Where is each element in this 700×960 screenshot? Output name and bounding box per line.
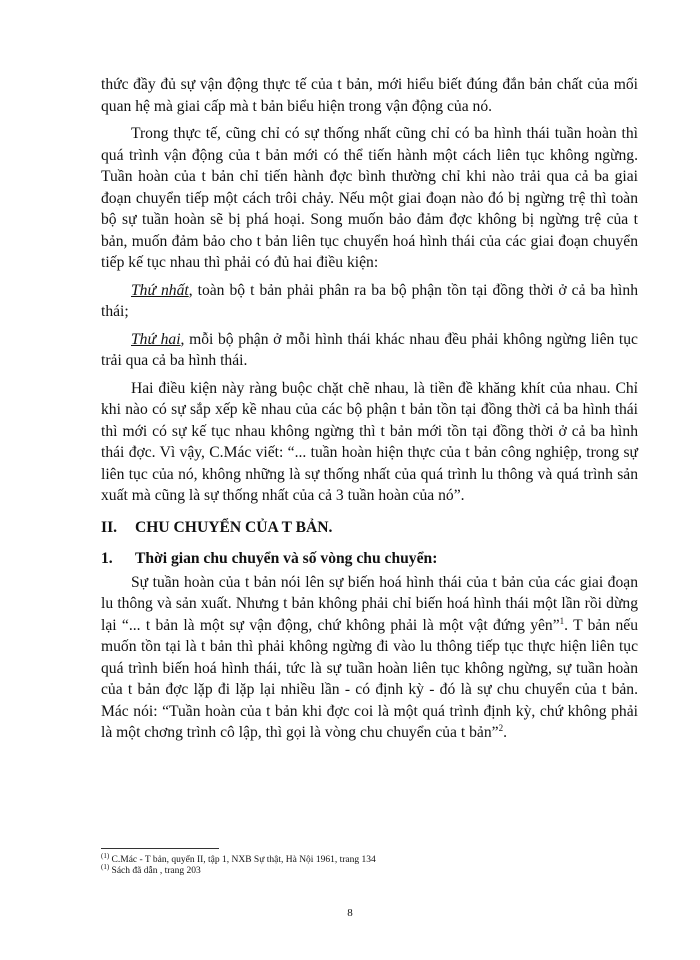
paragraph-1: thức đầy đủ sự vận động thực tế của t bản, mới hiểu biết đúng đắn bản chất của mối quan hệ mà giai cấp mà t bản biểu hiện trong vận động của nó. xyxy=(101,76,638,115)
footnote-1-text: C.Mác - T bản, quyển II, tập 1, NXB Sự thật, Hà Nội 1961, trang 134 xyxy=(109,855,376,865)
paragraph-6-part-c: . xyxy=(503,724,507,741)
section-title: CHU CHUYỂN CỦA T BẢN. xyxy=(135,518,333,536)
section-heading-ii xyxy=(101,517,638,539)
footnote-ref-1: 1 xyxy=(559,615,565,626)
section-number: II. xyxy=(101,518,118,536)
subsection-title: Thời gian chu chuyển và số vòng chu chuyển: xyxy=(135,550,438,567)
footnotes xyxy=(101,848,638,877)
paragraph-first-condition xyxy=(101,280,638,323)
page-number: 8 xyxy=(347,907,353,919)
paragraph-second-condition xyxy=(101,329,638,372)
paragraph-6-part-a: Sự tuần hoàn của t bản nói lên sự biến hoá hình thái của t bản của các giai đoạn lu thông và sản xuất. Nhưng t bản không phải chỉ biến hoá hình thái một lần rồi dừng lại “... t bản là một sự vận động, chứ không phải là một vật đứng yên” xyxy=(101,573,638,634)
paragraph-5: Hai điều kiện này ràng buộc chặt chẽ nhau, là tiền đề khăng khít của nhau. Chỉ khi nào có sự sắp xếp kề nhau của các bộ phận t bản tồn tại đồng thời cả ba hình thái thì mới có sự kế tục nhau không ngừng thì t bản mới tồn tại đồng thời ở cả ba hình thái đợc. Vì vậy, C.Mác viết: “... tuần hoàn hiện thực của t bản công nghiệp, trong sự liên tục của nó, không những là sự thống nhất của quá trình lu thông và quá trình sản xuất mà cũng là sự thống nhất của cả 3 tuần hoàn của nó”. xyxy=(101,379,638,504)
first-condition-text: , toàn bộ t bản phải phân ra ba bộ phận tồn tại đồng thời ở cả ba hình thái; xyxy=(101,281,638,320)
paragraph-6 xyxy=(101,572,638,744)
subsection-heading-1 xyxy=(101,548,638,570)
first-label: Thứ nhất xyxy=(131,281,189,299)
paragraph-2: Trong thực tế, cũng chỉ có sự thống nhất cũng chỉ có ba hình thái tuần hoàn thì quá trình vận động của t bản mới có thể tiến hành một cách liên tục không ngừng. Tuần hoàn của t bản chỉ tiến hành đợc bình thường chỉ khi nào trải qua cả ba giai đoạn chuyển tiếp một cách trôi chảy. Nếu một giai đoạn nào đó bị ngừng trệ thì toàn bộ sự tuần hoàn sẽ bị phá hoại. Song muốn bảo đảm đợc không bị ngừng trệ của t bản, muốn đảm bảo cho t bản liên tục chuyển hoá hình thái của các giai đoạn chuyển tiếp kế tục nhau thì phải có đủ hai điều kiện: xyxy=(101,125,638,271)
paragraph-6-part-b: . T bản nếu muốn tồn tại là t bản thì phải không ngừng đi vào lu thông tiếp tục thực hiện liên tục quá trình biến hoá hình thái, tức là sự tuần hoàn liên tục không ngừng, sự tuần hoàn của t bản đợc lặp đi lặp lại nhiều lần - có định kỳ - đó là sự chu chuyển của t bản. Mác nói: “Tuần hoàn của t bản khi đợc coi là một quá trình định kỳ, chứ không phải là một chơng trình cô lập, thì gọi là vòng chu chuyển của t bản” xyxy=(101,616,638,741)
second-condition-text: , mỗi bộ phận ở mỗi hình thái khác nhau đều phải không ngừng liên tục trải qua cả ba hình thái. xyxy=(101,330,638,369)
second-label: Thứ hai xyxy=(131,330,181,348)
footnote-2-text: Sách đã dẫn , trang 203 xyxy=(109,866,201,876)
footnote-1 xyxy=(101,851,638,866)
footnote-2-mark: (1) xyxy=(101,862,110,871)
subsection-number: 1. xyxy=(101,550,113,567)
footnote-2 xyxy=(101,862,638,877)
footnote-divider xyxy=(101,848,219,849)
footnote-1-mark: (1) xyxy=(101,851,110,860)
footnote-ref-2: 2 xyxy=(498,722,504,733)
body-text xyxy=(101,74,638,750)
